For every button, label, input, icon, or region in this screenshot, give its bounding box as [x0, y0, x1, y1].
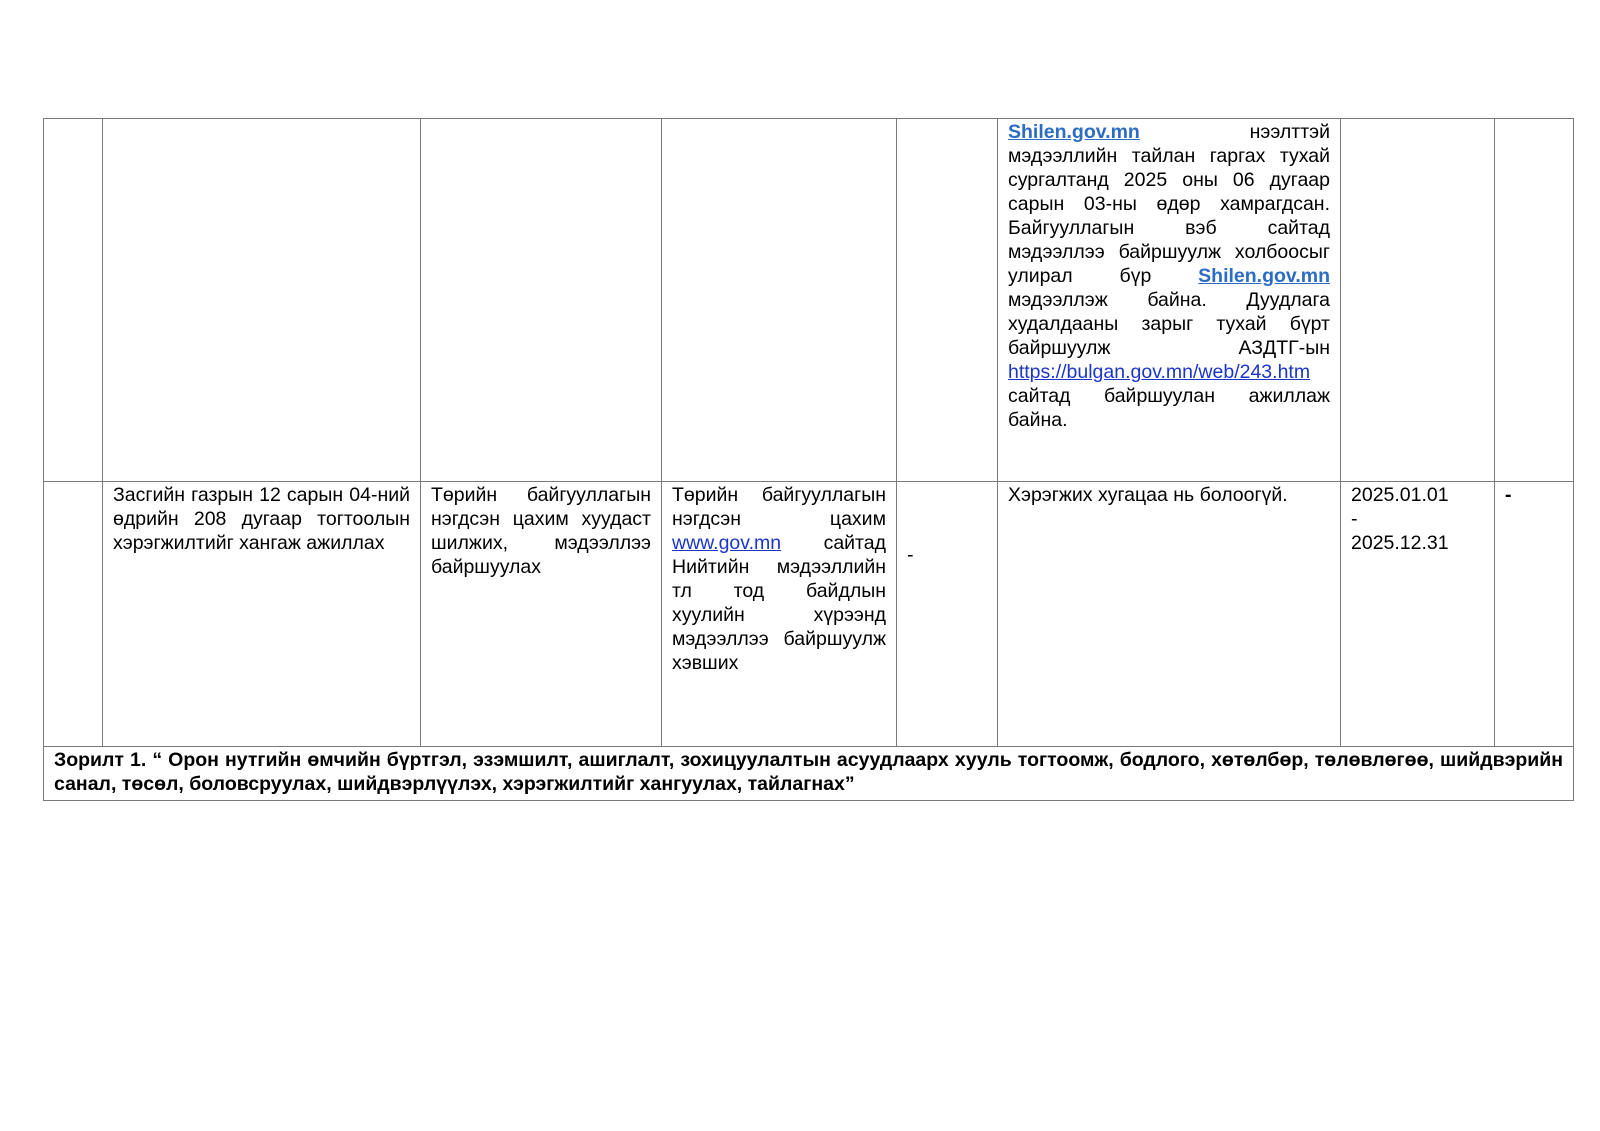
cell-action — [421, 119, 662, 482]
goal-row — [44, 747, 1574, 801]
cell-report — [998, 482, 1341, 747]
cell-number — [44, 119, 103, 482]
cell-task — [103, 119, 421, 482]
shilen-link[interactable]: Shilen.gov.mn — [1008, 121, 1140, 143]
cell-number — [44, 482, 103, 747]
bulgan-link[interactable]: https://bulgan.gov.mn/web/243.htm — [1008, 361, 1311, 383]
shilen-link[interactable]: Shilen.gov.mn — [1198, 265, 1330, 287]
budget-value: - — [907, 544, 914, 566]
cell-period — [1341, 482, 1495, 747]
plan-table — [43, 118, 1574, 801]
cell-score — [1495, 119, 1574, 482]
gov-mn-link[interactable]: www.gov.mn — [672, 532, 782, 554]
result-text: Төрийн байгууллагын нэгдсэн цахим — [672, 484, 886, 530]
cell-period — [1341, 119, 1495, 482]
cell-result — [662, 119, 897, 482]
cell-budget — [897, 119, 998, 482]
goal-text: Зорилт 1. “ Орон нутгийн өмчийн бүртгэл, эзэмшилт, ашиглалт, зохицуулалтын асуудлаарх хууль тогтоомж, бодлого, хөтөлбөр, төлөвлөгөө, шийдвэрийн санал, төсөл, боловсруулах, шийдвэрлүүлэх, хэрэгжилтийг хангуулах, тайлагнах” — [54, 749, 1563, 795]
cell-result — [662, 482, 897, 747]
result-text: сайтад Нийтийн мэдээллийн тл тод байдлын хуулийн хүрээнд мэдээллээ байршуулж хэвших — [672, 532, 886, 674]
period-start: 2025.01.01 — [1351, 484, 1449, 506]
report-text: нээлттэй мэдээллийн тайлан гаргах тухай сургалтанд 2025 оны 06 дугаар сарын 03-ны өдөр хамрагдсан. Байгууллагын вэб сайтад мэдээллээ байршуулж холбоосыг улирал бүр — [1008, 121, 1330, 287]
period-separator: - — [1351, 508, 1358, 530]
period-end: 2025.12.31 — [1351, 532, 1449, 554]
task-text: Засгийн газрын 12 сарын 04-ний өдрийн 208 дугаар тогтоолын хэрэгжилтийг хангаж ажиллах — [113, 484, 410, 554]
report-text: мэдээллэж байна. Дуудлага худалдааны зарыг тухай бүрт байршуулж АЗДТГ-ын — [1008, 289, 1330, 359]
report-text: сайтад байршуулан ажиллаж байна. — [1008, 385, 1330, 431]
cell-task — [103, 482, 421, 747]
action-text: Төрийн байгууллагын нэгдсэн цахим хуудаст шилжих, мэдээллээ байршуулах — [431, 484, 651, 578]
report-text: Хэрэгжих хугацаа нь болоогүй. — [1008, 484, 1288, 506]
cell-action — [421, 482, 662, 747]
table-row — [44, 119, 1574, 482]
cell-budget — [897, 482, 998, 747]
cell-score — [1495, 482, 1574, 747]
score-value: - — [1505, 484, 1512, 506]
goal-heading — [44, 747, 1574, 801]
table-row — [44, 482, 1574, 747]
cell-report — [998, 119, 1341, 482]
